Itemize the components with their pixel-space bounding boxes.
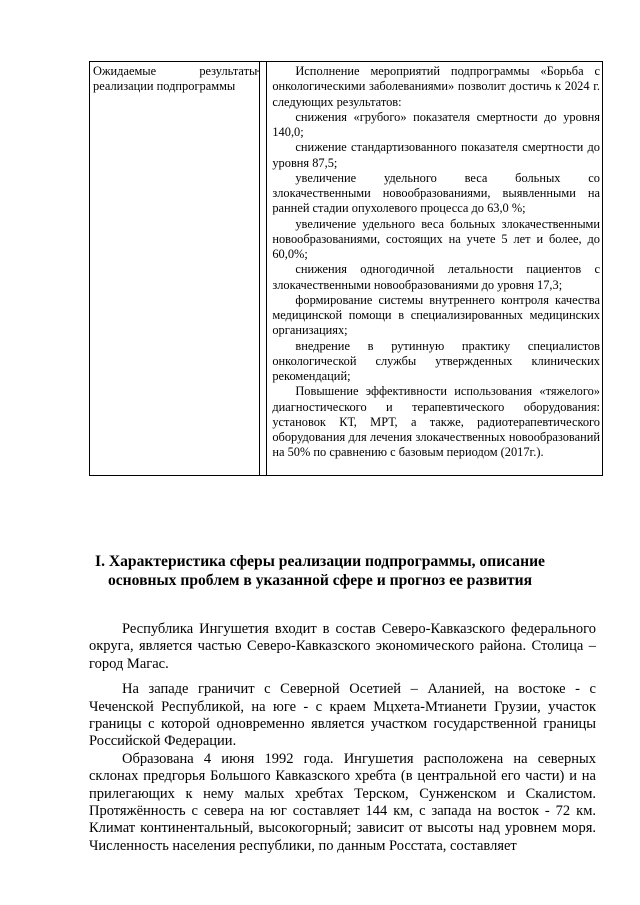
result-item: снижения одногодичной летальности пациентов с злокачественными новообразованиями до уровня 17,3; xyxy=(272,262,600,292)
section-heading xyxy=(80,553,560,590)
table-row xyxy=(90,62,603,476)
heading-line-2: основных проблем в указанной сфере и прогноз ее развития xyxy=(107,571,533,589)
label-cell xyxy=(90,62,260,476)
result-item: формирование системы внутреннего контроля качества медицинской помощи в специализированных медицинских организациях; xyxy=(272,292,600,338)
paragraph: Республика Ингушетия входит в состав Северо-Кавказского федерального округа, является частью Северо-Кавказского экономического района. Столица – город Магас. xyxy=(89,621,596,672)
result-item: снижение стандартизованного показателя смертности до уровня 87,5; xyxy=(272,140,600,170)
paragraph: На западе граничит с Северной Осетией – Аланией, на востоке - с Чеченской Республикой, на юге - с краем Мцхета-Мтианети Грузии, участок границы с которой одновременно является участком государственной границы Российской Федерации. xyxy=(89,681,596,750)
label-line-2: реализации подпрограммы xyxy=(93,79,236,93)
result-item: Повышение эффективности использования «тяжелого» диагностического и терапевтического оборудования: установок КТ, МРТ, а также, радиотерапевтического оборудования для лечения злокачественных новообразований на 50% по сравнению с базовым периодом (2017г.). xyxy=(272,384,600,460)
heading-line-1: I. Характеристика сферы реализации подпрограммы, описание xyxy=(95,553,545,570)
results-table xyxy=(89,61,603,476)
result-item: снижения «грубого» показателя смертности до уровня 140,0; xyxy=(272,109,600,139)
paragraph: Образована 4 июня 1992 года. Ингушетия расположена на северных склонах предгорья Большого Кавказского хребта (в центральной его части) и на прилегающих к нему малых хребтах Терском, Сунженском и Скалистом. Протяжённость с севера на юг составляет 144 км, с запада на восток - 72 км. Климат континентальный, высокогорный; зависит от высоты над уровнем моря. Численность населения республики, по данным Росстата, составляет xyxy=(89,750,596,854)
dash-cell xyxy=(256,62,267,476)
result-item: увеличение удельного веса больных злокачественными новообразованиями, состоящих на учете 5 лет и более, до 60,0%; xyxy=(272,216,600,261)
results-cell xyxy=(267,62,603,476)
label-line-1: Ожидаемые результаты xyxy=(93,64,258,78)
section-body xyxy=(89,621,596,855)
result-item: Исполнение мероприятий подпрограммы «Борьба с онкологическими заболеваниями» позволит достичь к 2024 г. следующих результатов: xyxy=(272,64,600,109)
result-item: внедрение в рутинную практику специалистов онкологической службы утвержденных клинических рекомендаций; xyxy=(272,338,600,383)
result-item: увеличение удельного веса больных со злокачественными новообразованиями, выявленными на ранней стадии опухолевого процесса до 63,0 %; xyxy=(272,170,600,216)
dash: - xyxy=(256,63,261,77)
